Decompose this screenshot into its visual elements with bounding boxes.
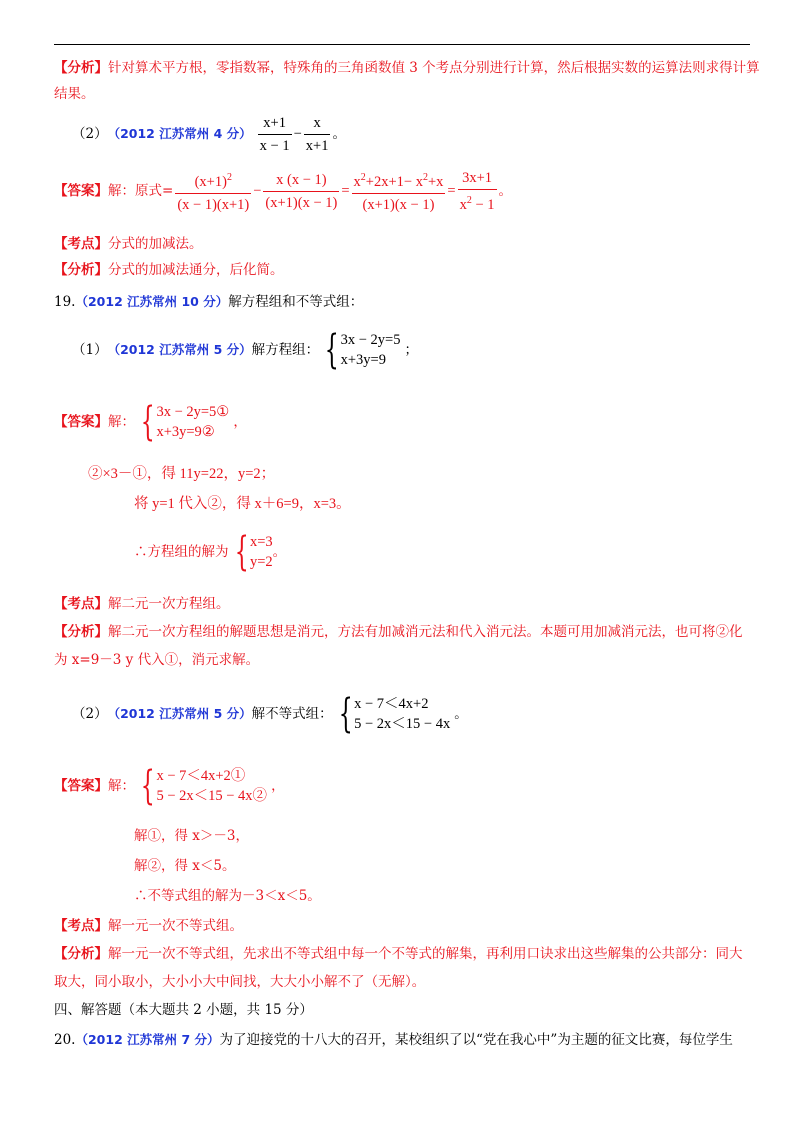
question-number: 20. xyxy=(54,1032,76,1048)
question-source: （2012 江苏常州 5 分） xyxy=(107,342,252,357)
solution-system: { x=3 y=2 xyxy=(234,529,273,575)
section-heading: 四、解答题（本大题共 2 小题，共 15 分） xyxy=(54,1002,313,1018)
analysis-text: 结果。 xyxy=(54,86,95,102)
question-source: （2012 江苏常州 10 分） xyxy=(75,294,229,309)
kaodian-18-2: 【考点】分式的加减法。 xyxy=(54,236,203,252)
answer-tag: 【答案】 xyxy=(54,183,108,199)
analysis-tag: 【分析】 xyxy=(54,60,108,76)
answer-19-2: 【答案】 解： { x − 7＜4x+2① 5 − 2x＜15 − 4x② ， xyxy=(54,763,285,809)
fraction: $\frac{3x+1}{x^2 - 1}$ xyxy=(459,169,495,213)
fenxi-19-2-line2: 取大，同小取小，大小小大中间找，大大小小解不了（无解）。 xyxy=(54,974,426,990)
answer-19-1: 【答案】 解： { 3x − 2y=5① x+3y=9② ， xyxy=(54,399,247,445)
question-number: （1） xyxy=(72,342,108,358)
fraction: $\frac{x}{x+1}$ xyxy=(305,114,329,154)
fraction: $\frac{x^2+2x+1- x^2+x}{(x+1)(x - 1)}$ xyxy=(352,168,446,215)
kaodian-19-2: 【考点】解一元一次不等式组。 xyxy=(54,918,243,934)
question-number: （2） xyxy=(72,706,108,722)
question-18-2: （2） （2012 江苏常州 4 分） $\frac{x+1}{x - 1}$ − $\frac{x}{x+1}$ 。 xyxy=(72,114,346,154)
question-source: （2012 江苏常州 4 分） xyxy=(107,126,252,141)
question-19-2: （2） （2012 江苏常州 5 分） 解不等式组： { x − 7＜4x+2 5 − 2x＜15 − 4x 。 xyxy=(72,691,468,737)
fenxi-19-1-line1: 【分析】解二元一次方程组的解题思想是消元，方法有加减消元法和代入消元法。本题可用加减消元法，也可将②化 xyxy=(54,624,743,640)
equation-system: { 3x − 2y=5 x+3y=9 xyxy=(324,327,401,373)
intro-analysis-line1 xyxy=(54,58,760,78)
answer-step: ②×3－①，得 11y=22，y=2； xyxy=(88,466,276,482)
question-19: 19.（2012 江苏常州 10 分）解方程组和不等式组： xyxy=(54,294,364,310)
answer-solution: ∴方程组的解为 { x=3 y=2 。 xyxy=(134,529,287,575)
question-source: （2012 江苏常州 7 分） xyxy=(75,1032,220,1047)
equation-system: { 3x − 2y=5① x+3y=9② xyxy=(140,399,230,445)
answer-expression: $\frac{(x+1)^2}{(x - 1)(x+1)}$ − $\frac{x (x - 1)}{(x+1)(x - 1)}$ = $\frac{x^2+2x+1- x^2+x}{(x+1)(x - 1)}$ = $\frac{3x+1}{x^2 - 1}$ xyxy=(177,169,495,213)
header-rule xyxy=(54,44,750,45)
inequality-system: { x − 7＜4x+2 5 − 2x＜15 − 4x xyxy=(338,691,451,737)
fenxi-19-2-line1: 【分析】解一元一次不等式组，先求出不等式组中每一个不等式的解集，再利用口诀求出这些解集的公共部分：同大 xyxy=(54,946,743,962)
analysis-tag: 【分析】 xyxy=(54,262,108,278)
answer-step: 解②，得 x＜5。 xyxy=(134,858,236,874)
intro-analysis-line2 xyxy=(54,84,95,104)
answer-18-2: 【答案】 解：原式= $\frac{(x+1)^2}{(x - 1)(x+1)}$ − $\frac{x (x - 1)}{(x+1)(x - 1)}$ = $\frac{x^2+2x+1- x^2+x}{(x+1)(x - 1)}$ = $\frac{3x+1}{x^2 - 1}$ 。 xyxy=(54,169,513,213)
question-source: （2012 江苏常州 5 分） xyxy=(107,706,252,721)
answer-tag: 【答案】 xyxy=(54,778,108,794)
fraction: $\frac{(x+1)^2}{(x - 1)(x+1)}$ xyxy=(175,168,251,215)
fraction: $\frac{x+1}{x - 1}$ xyxy=(259,114,290,154)
question-20: 20.（2012 江苏常州 7 分）为了迎接党的十八大的召开，某校组织了以“党在我心中”为主题的征文比赛，每位学生 xyxy=(54,1032,733,1048)
question-19-1: （1） （2012 江苏常州 5 分） 解方程组： { 3x − 2y=5 x+3y=9 ； xyxy=(72,327,418,373)
analysis-tag: 【分析】 xyxy=(54,624,108,640)
fraction: $\frac{x (x - 1)}{(x+1)(x - 1)}$ xyxy=(265,171,338,211)
answer-tag: 【答案】 xyxy=(54,414,108,430)
analysis-text: 针对算术平方根，零指数幂，特殊角的三角函数值 3 个考点分别进行计算，然后根据实数的运算法则求得计算 xyxy=(108,60,760,76)
answer-step: 将 y=1 代入②，得 x＋6=9，x=3。 xyxy=(134,496,351,512)
kaodian-tag: 【考点】 xyxy=(54,596,108,612)
fraction-expression: $\frac{x+1}{x - 1}$ − $\frac{x}{x+1}$ xyxy=(259,114,329,154)
answer-step: 解①，得 x＞－3， xyxy=(134,828,249,844)
fenxi-18-2: 【分析】分式的加减法通分，后化简。 xyxy=(54,262,284,278)
question-number: （2） xyxy=(72,126,108,142)
inequality-system: { x − 7＜4x+2① 5 − 2x＜15 − 4x② xyxy=(140,763,268,809)
kaodian-tag: 【考点】 xyxy=(54,236,108,252)
kaodian-tag: 【考点】 xyxy=(54,918,108,934)
fenxi-19-1-line2: 为 x=9－3 y 代入①，消元求解。 xyxy=(54,652,260,668)
kaodian-19-1: 【考点】解二元一次方程组。 xyxy=(54,596,230,612)
analysis-tag: 【分析】 xyxy=(54,946,108,962)
answer-step: ∴不等式组的解为－3＜x＜5。 xyxy=(134,888,321,904)
question-number: 19. xyxy=(54,294,76,310)
